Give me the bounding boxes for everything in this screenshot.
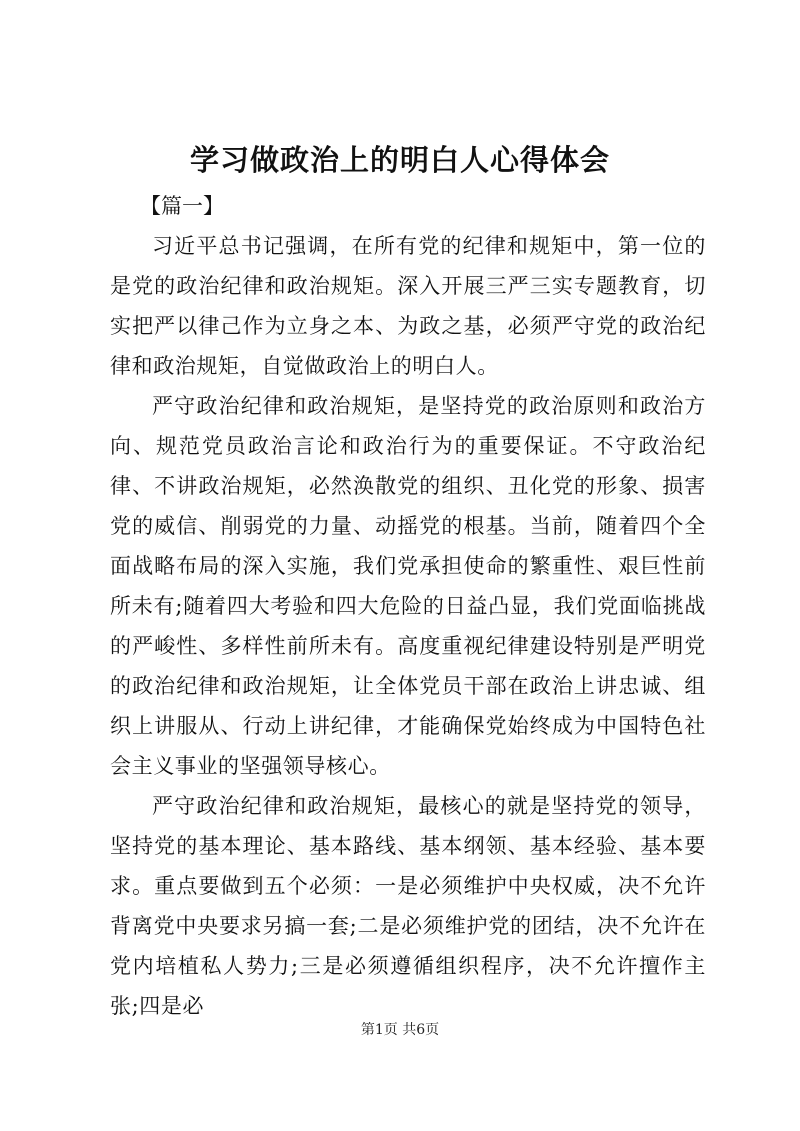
document-body	[110, 226, 706, 1026]
page-number-footer: 第1页 共6页	[360, 1022, 440, 1038]
paragraph-2: 严守政治纪律和政治规矩，是坚持党的政治原则和政治方向、规范党员政治言论和政治行为的重要保证。不守政治纪律、不讲政治规矩，必然涣散党的组织、丑化党的形象、损害党的威信、削弱党的力量、动摇党的根基。当前，随着四个全面战略布局的深入实施，我们党承担使命的繁重性、艰巨性前所未有;随着四大考验和四大危险的日益凸显，我们党面临挑战的严峻性、多样性前所未有。高度重视纪律建设特别是严明党的政治纪律和政治规矩，让全体党员干部在政治上讲忠诚、组织上讲服从、行动上讲纪律，才能确保党始终成为中国特色社会主义事业的坚强领导核心。	[110, 394, 706, 778]
document-title: 学习做政治上的明白人心得体会	[189, 143, 610, 177]
paragraph-3: 严守政治纪律和政治规矩，最核心的就是坚持党的领导，坚持党的基本理论、基本路线、基本纲领、基本经验、基本要求。重点要做到五个必须：一是必须维护中央权威，决不允许背离党中央要求另搞一套;二是必须维护党的团结，决不允许在党内培植私人势力;三是必须遵循组织程序，决不允许擅作主张;四是必	[110, 794, 706, 1018]
paragraph-1: 习近平总书记强调，在所有党的纪律和规矩中，第一位的是党的政治纪律和政治规矩。深入开展三严三实专题教育，切实把严以律己作为立身之本、为政之基，必须严守党的政治纪律和政治规矩，自觉做政治上的明白人。	[110, 234, 706, 378]
section-label: 【篇一】	[140, 194, 224, 218]
